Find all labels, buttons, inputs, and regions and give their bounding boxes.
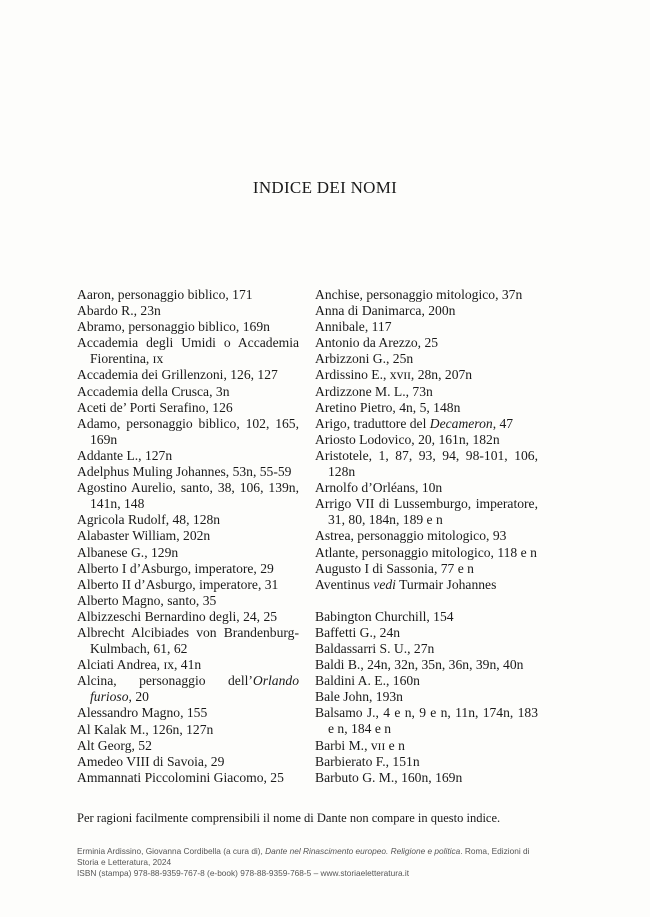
- index-entry: Ardizzone M. L., 73n: [315, 383, 433, 399]
- index-entry: Baldi B., 24n, 32n, 35n, 36n, 39n, 40n: [315, 657, 524, 673]
- index-entry: Bale John, 193n: [315, 689, 403, 705]
- index-entry: Accademia degli Umidi o Accademia Fiorentina, ɪx: [77, 335, 299, 367]
- index-entry-text: Arigo, traduttore del: [315, 415, 430, 431]
- index-entry: Alberto Magno, santo, 35: [77, 592, 217, 608]
- index-entry: Alt Georg, 52: [77, 737, 152, 753]
- index-entry: Albrecht Alcibiades von Brandenburg-Kulmbach, 61, 62: [77, 624, 299, 657]
- index-entry-text: Alcina, personaggio dell’: [77, 673, 253, 689]
- index-entry: Anna di Danimarca, 200n: [315, 303, 456, 319]
- index-entry: Al Kalak M., 126n, 127n: [77, 721, 214, 737]
- footer-line-1-pre: Erminia Ardissino, Giovanna Cordibella (a cura di),: [77, 846, 266, 856]
- index-entry-italic: Orlando furioso: [90, 673, 299, 705]
- index-column-left: [77, 287, 299, 786]
- index-entry: Accademia della Crusca, 3n: [77, 383, 230, 399]
- index-entry: Albizzeschi Bernardino degli, 24, 25: [77, 608, 278, 624]
- index-entry: Agricola Rudolf, 48, 128n: [77, 512, 221, 528]
- index-entry: Anchise, personaggio mitologico, 37n: [315, 287, 523, 302]
- index-entry: Abramo, personaggio biblico, 169n: [77, 319, 270, 335]
- index-entry: Agostino Aurelio, santo, 38, 106, 139n, 141n, 148: [77, 480, 299, 512]
- index-entry: Astrea, personaggio mitologico, 93: [315, 528, 507, 544]
- index-column-right: [315, 287, 538, 786]
- index-entry: Ammannati Piccolomini Giacomo, 25: [77, 769, 284, 785]
- index-entry: [77, 673, 299, 705]
- footer-line-1-title: Dante nel Rinascimento europeo. Religione e politica: [265, 846, 461, 856]
- index-entry: Atlante, personaggio mitologico, 118 e n: [315, 544, 537, 560]
- index-entry-italic: Decameron: [429, 415, 493, 431]
- index-entry: Barbi M., ᴠɪɪ e n: [315, 737, 405, 753]
- index-entry: Albanese G., 129n: [77, 544, 179, 560]
- index-entry: Barbierato F., 151n: [315, 753, 420, 769]
- footer-line-2: ISBN (stampa) 978-88-9359-767-8 (e-book) 978-88-9359-768-5 – www.storiaeletteratura.it: [77, 868, 410, 878]
- index-entry: Alberto II d’Asburgo, imperatore, 31: [77, 576, 279, 592]
- index-entry: Baldassarri S. U., 27n: [315, 640, 435, 656]
- footer-line-1-post: . Roma, Edizioni di Storia e Letteratura, 2024: [77, 846, 530, 867]
- index-entry: Abardo R., 23n: [77, 303, 161, 319]
- index-entry-text: , 47: [492, 415, 514, 431]
- index-note: Per ragioni facilmente comprensibili il nome di Dante non compare in questo indice.: [77, 811, 501, 825]
- index-entry: Babington Churchill, 154: [315, 608, 454, 624]
- index-entry: Baldini A. E., 160n: [315, 673, 420, 689]
- index-entry: Ariosto Lodovico, 20, 161n, 182n: [315, 431, 500, 447]
- index-entry: Arnolfo d’Orléans, 10n: [315, 480, 443, 496]
- index-entry: Addante L., 127n: [77, 447, 173, 463]
- index-entry: Aaron, personaggio biblico, 171: [77, 287, 253, 302]
- index-entry: Alabaster William, 202n: [77, 528, 211, 544]
- index-entry: Balsamo J., 4 e n, 9 e n, 11n, 174n, 183 e n, 184 e n: [315, 705, 538, 737]
- index-entry: Arbizzoni G., 25n: [315, 351, 414, 367]
- index-entry: Adamo, personaggio biblico, 102, 165, 169n: [77, 415, 299, 447]
- index-entry: Aceti de’ Porti Serafino, 126: [77, 399, 233, 415]
- index-entry-text: Aventinus: [315, 576, 374, 592]
- index-entry: Annibale, 117: [315, 319, 392, 335]
- index-entry: Accademia dei Grillenzoni, 126, 127: [77, 367, 278, 383]
- index-entry: [315, 577, 538, 593]
- index-entry: Arrigo VII di Lussemburgo, imperatore, 31, 80, 184n, 189 e n: [315, 496, 538, 528]
- index-entry: Adelphus Muling Johannes, 53n, 55-59: [77, 464, 292, 480]
- index-entry-text: , 20: [128, 689, 149, 705]
- page-title: INDICE DEI NOMI: [252, 178, 398, 197]
- index-entry: Alciati Andrea, ɪx, 41n: [77, 657, 202, 673]
- footer-citation: [77, 846, 547, 879]
- index-entry: Augusto I di Sassonia, 77 e n: [315, 560, 474, 576]
- index-entry-text: Turmair Johannes: [395, 576, 497, 592]
- index-entry: [315, 416, 538, 432]
- index-entry: Amedeo VIII di Savoia, 29: [77, 753, 225, 769]
- index-entry: Aretino Pietro, 4n, 5, 148n: [315, 399, 461, 415]
- index-entry: Baffetti G., 24n: [315, 624, 401, 640]
- index-section-gap: [315, 593, 538, 609]
- footer-line-1: [77, 846, 547, 868]
- index-entry-italic: vedi: [373, 576, 396, 592]
- index-entry: Ardissino E., xᴠɪɪ, 28n, 207n: [315, 367, 473, 383]
- index-entry: Alessandro Magno, 155: [77, 705, 208, 721]
- index-entry: Antonio da Arezzo, 25: [315, 335, 439, 351]
- index-entry: Aristotele, 1, 87, 93, 94, 98-101, 106, 128n: [315, 447, 538, 480]
- index-entry: Alberto I d’Asburgo, imperatore, 29: [77, 560, 274, 576]
- index-entry: Barbuto G. M., 160n, 169n: [315, 769, 463, 785]
